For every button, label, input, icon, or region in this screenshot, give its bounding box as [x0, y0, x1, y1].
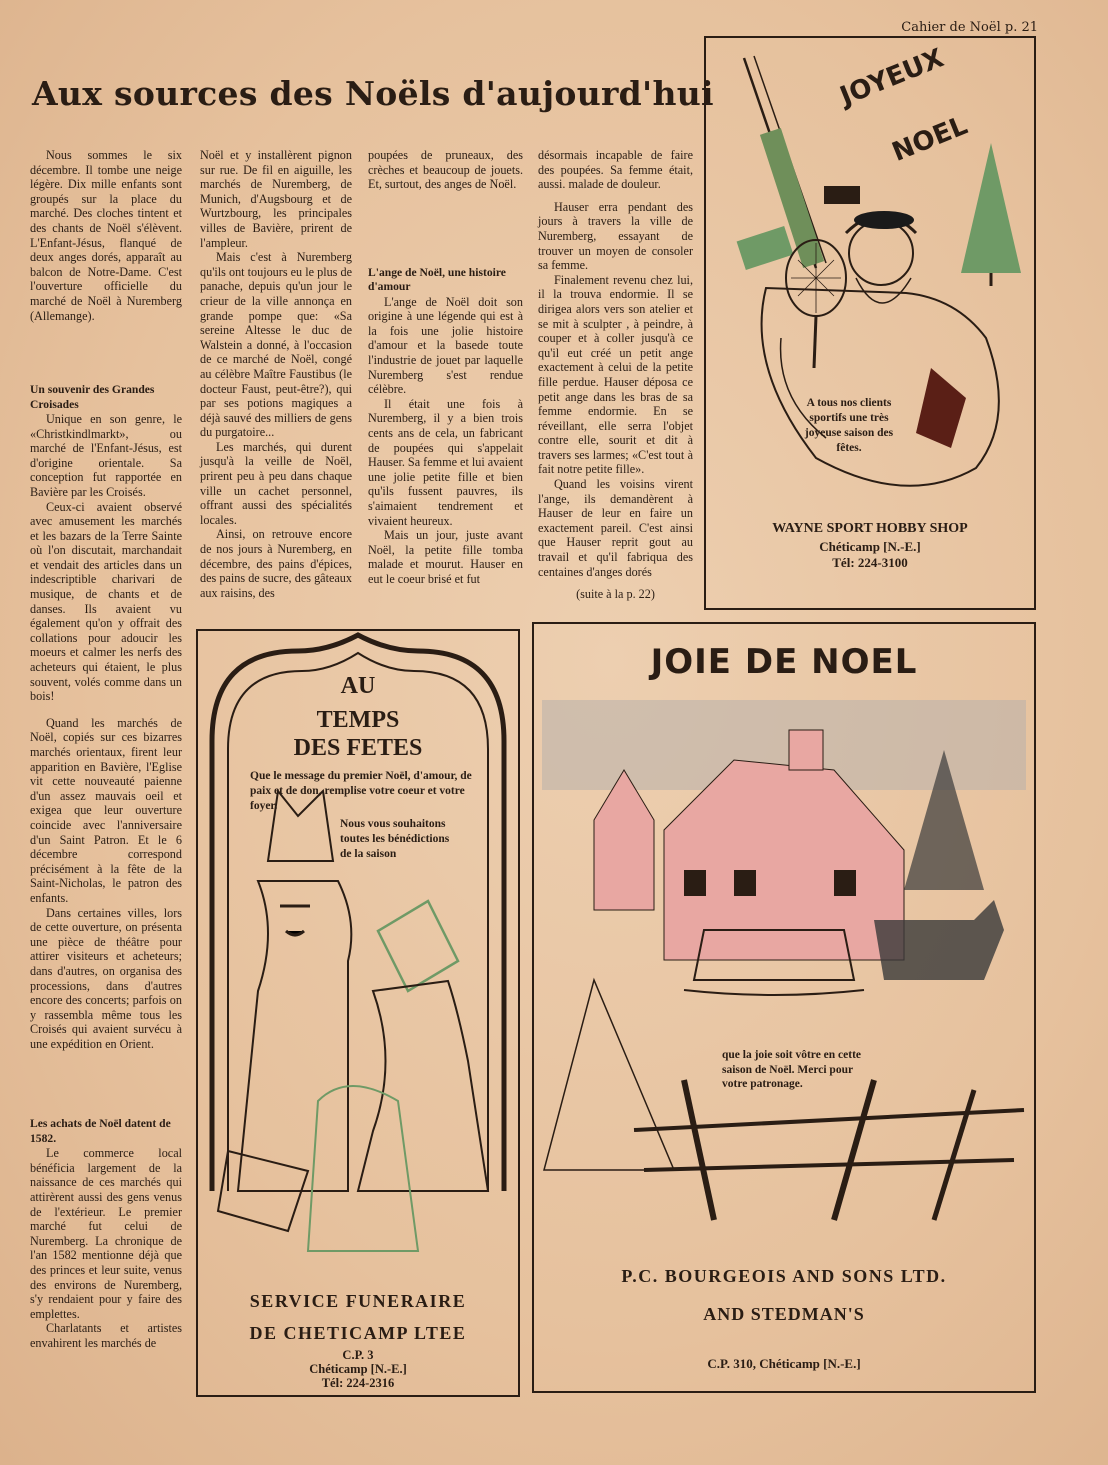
- winter-village-sleigh-illustration: [534, 700, 1034, 1260]
- article-column-2: [200, 148, 352, 600]
- article-paragraph: Il était une fois à Nuremberg, il y a bien trois cents ans de cela, un fabricant de poupées qui s'appelait Hauser. Sa femme et lui avaient une jolie petite fille et bien qu'ils fussent pauvres, ils s'aimaient tendrement et vivaient heureux.: [368, 396, 523, 528]
- article-paragraph: Quand les voisins virent l'ange, ils demandèrent à Hauser de leur en faire un exactement pareil. C'est ainsi que Hauser reprit gout au travail et qu'il fabriqua des centaines d'anges dorés: [538, 477, 693, 579]
- ad-bourgeois-company-2: AND STEDMAN'S: [703, 1304, 865, 1324]
- article-subheading: Les achats de Noël datent de 1582.: [30, 1117, 171, 1145]
- ad-bourgeois-address: C.P. 310, Chéticamp [N.-E.]: [707, 1356, 861, 1371]
- ad-funeraire-phone: Tél: 224-2316: [321, 1376, 395, 1390]
- article-paragraph: désormais incapable de faire des poupées. Sa femme était, aussi. malade de douleur.: [538, 148, 693, 192]
- ad-wayne-message: A tous nos clients sportifs une très joyeuse saison des fêtes.: [804, 397, 894, 454]
- ad-wayne-greeting-1: JOYEUX: [836, 43, 948, 112]
- ad-service-funeraire: [196, 629, 520, 1397]
- ad-funeraire-box: C.P. 3: [342, 1348, 374, 1362]
- article-paragraph: Ainsi, on retrouve encore de nos jours à Nuremberg, en décembre, des pains d'épices, des pains de sucre, des gâteaux aux raisins, des: [200, 527, 352, 600]
- article-paragraph: Quand les marchés de Noël, copiés sur ces bizarres marchés orientaux, firent leur apparition en Bavière, l'Eglise vit cette nouveauté paienne d'un assez mauvais oeil et exigea que leur ouverture coincide avec l'anniversaire d'un Saint Patron. Et le 6 décembre correspond précisément à la fête de la Saint-Nicholas, le patron des enfants.: [30, 715, 182, 905]
- article-paragraph: Nous sommes le six décembre. Il tombe une neige légère. Dix mille enfants sont groupés sur la place du marché. Des cloches tintent et des chants de Noël s'élèvent. L'Enfant-Jésus, flanqué de deux anges dorés, apparaît au balcon de Notre-Dame. C'est l'ouverture officielle du marché de Noël à Nuremberg (Allemange).: [30, 148, 182, 323]
- ad-bourgeois-company-1: P.C. BOURGEOIS AND SONS LTD.: [621, 1266, 947, 1286]
- ad-wayne-phone: Tél: 224-3100: [832, 555, 908, 570]
- article-paragraph: Les marchés, qui durent jusqu'à la veille de Noël, prirent peu à peu dans chaque ville un cachet personnel, offrant aussi des spécialités locales.: [200, 439, 352, 527]
- ad-wayne-company: WAYNE SPORT HOBBY SHOP: [772, 521, 968, 536]
- article-paragraph: L'ange de Noël doit son origine à une légende qui est à la fois une jolie histoire d'amour et la basede toute l'industrie de jouet par laquelle Nuremberg s'est rendue célèbre.: [368, 294, 523, 397]
- ad-funeraire-company-1: SERVICE FUNERAIRE: [249, 1291, 467, 1311]
- ad-funeraire-message-1: Que le message du premier Noël, d'amour, de paix et de don, remplise votre coeur et votre foyer.: [250, 770, 472, 812]
- article-paragraph: Finalement revenu chez lui, il la trouva endormie. Il se dirigea alors vers son atelier et se mit à sculpter , à peindre, à couper et à coller jusqu'à ce qu'il eut créé un petit ange exactement à celui de la petite fille perdue. Hauser déposa ce petit ange dans les bras de sa femme endormie. En se réveillant, elle serra l'objet contre elle, sourit et dit à travers ses larmes; «C'est tout à fait notre petite fille».: [538, 272, 693, 477]
- ad-bourgeois-message: que la joie soit vôtre en cette saison de Noël. Merci pour votre patronage.: [722, 1049, 862, 1090]
- ad-funeraire-title-3: DES FETES: [293, 735, 423, 761]
- page-label: Cahier de Noël p. 21: [901, 20, 1038, 35]
- ad-pc-bourgeois: [532, 622, 1036, 1393]
- article-paragraph: Dans certaines villes, lors de cette ouverture, on présenta une pièce de théâtre pour attirer visiteurs et acheteurs; dans d'autres, on organisa des processions, dans d'autres encore des concerts; parfois on y rassembla même tous les Croisés qui avaient survécu à une expédition en Orient.: [30, 905, 182, 1051]
- article-paragraph: Mais un jour, juste avant Noël, la petite fille tomba malade et mourut. Hauser en eut le coeur brisé et fut: [368, 528, 523, 586]
- ad-funeraire-title-1: AU: [340, 673, 376, 699]
- article-paragraph: poupées de pruneaux, des crèches et beaucoup de jouets. Et, surtout, des anges de Noël.: [368, 148, 523, 192]
- ad-funeraire-message-2: Nous vous souhaitons toutes les bénédictions de la saison: [340, 818, 450, 860]
- article-paragraph: Charlatants et artistes envahirent les marchés de: [30, 1321, 182, 1350]
- article-paragraph: Unique en son genre, le «Christkindlmarkt», ou marché de l'Enfant-Jésus, est d'origine orientale. Sa conception fut rapportée en Bavière par les Croisés.: [30, 411, 182, 499]
- article-subheading: L'ange de Noël, une histoire d'amour: [368, 265, 506, 294]
- article-column-3: [368, 148, 523, 586]
- ad-wayne-location: Chéticamp [N.-E.]: [819, 539, 921, 554]
- ad-bourgeois-title: JOIE DE NOEL: [650, 642, 918, 682]
- article-paragraph: Noël et y installèrent pignon sur rue. De fil en aiguille, les marchés de Nuremberg, de Munich, d'Augsbourg et de Wurtzbourg, les principales villes de Bavière, prirent de l'ampleur.: [200, 148, 352, 250]
- article-headline: Aux sources des Noëls d'aujourd'hui: [32, 74, 714, 113]
- continued-note: (suite à la p. 22): [576, 587, 655, 602]
- article-paragraph: Mais c'est à Nuremberg qu'ils ont toujours eu le plus de panache, depuis qu'un jour le crieur de la ville annonça en grande pompe que: «Sa sereine Altesse le duc de Walstein a donné, à l'occasion de ce marché de Noël, congé au célèbre Maître Faustibus (le docteur Faust, peut-être?), qui par ses potions magiques a déjà sauvé des milliers de gens du purgatoire...: [200, 250, 352, 440]
- article-column-1: [30, 148, 182, 1351]
- ad-wayne-sport: [704, 36, 1036, 610]
- article-subheading: Un souvenir des Grandes Croisades: [30, 383, 155, 411]
- ad-funeraire-company-2: DE CHETICAMP LTEE: [249, 1323, 467, 1343]
- article-paragraph: Hauser erra pendant des jours à travers la ville de Nuremberg, essayant de trouver un moyen de consoler sa femme.: [538, 199, 693, 273]
- article-paragraph: Ceux-ci avaient observé avec amusement les marchés et les bazars de la Terre Sainte où l'on discutait, marchandait et vendait des articles dans un indescriptible charivari de musique, de chants et de danses. Ils avaient vu également qu'on y offrait des collations pour adoucir les moeurs et calmer les nerfs des acheteurs qui étaient, le plus souvent, volés comme dans un bois!: [30, 499, 182, 704]
- ad-wayne-greeting-2: NOEL: [888, 110, 972, 168]
- ad-funeraire-title-2: TEMPS: [316, 707, 400, 733]
- article-column-4: [538, 148, 693, 602]
- ad-funeraire-location: Chéticamp [N.-E.]: [309, 1362, 407, 1376]
- article-paragraph: Le commerce local bénéficia largement de la naissance de ces marchés qui attirèrent aussi des gens venus de l'extérieur. Le premier marché fut celui de Nuremberg. La chronique de l'an 1582 mentionne déjà que des princes et leur suite, venus des environs de Nuremberg, s'y rendaient pour y faire des emplettes.: [30, 1146, 182, 1321]
